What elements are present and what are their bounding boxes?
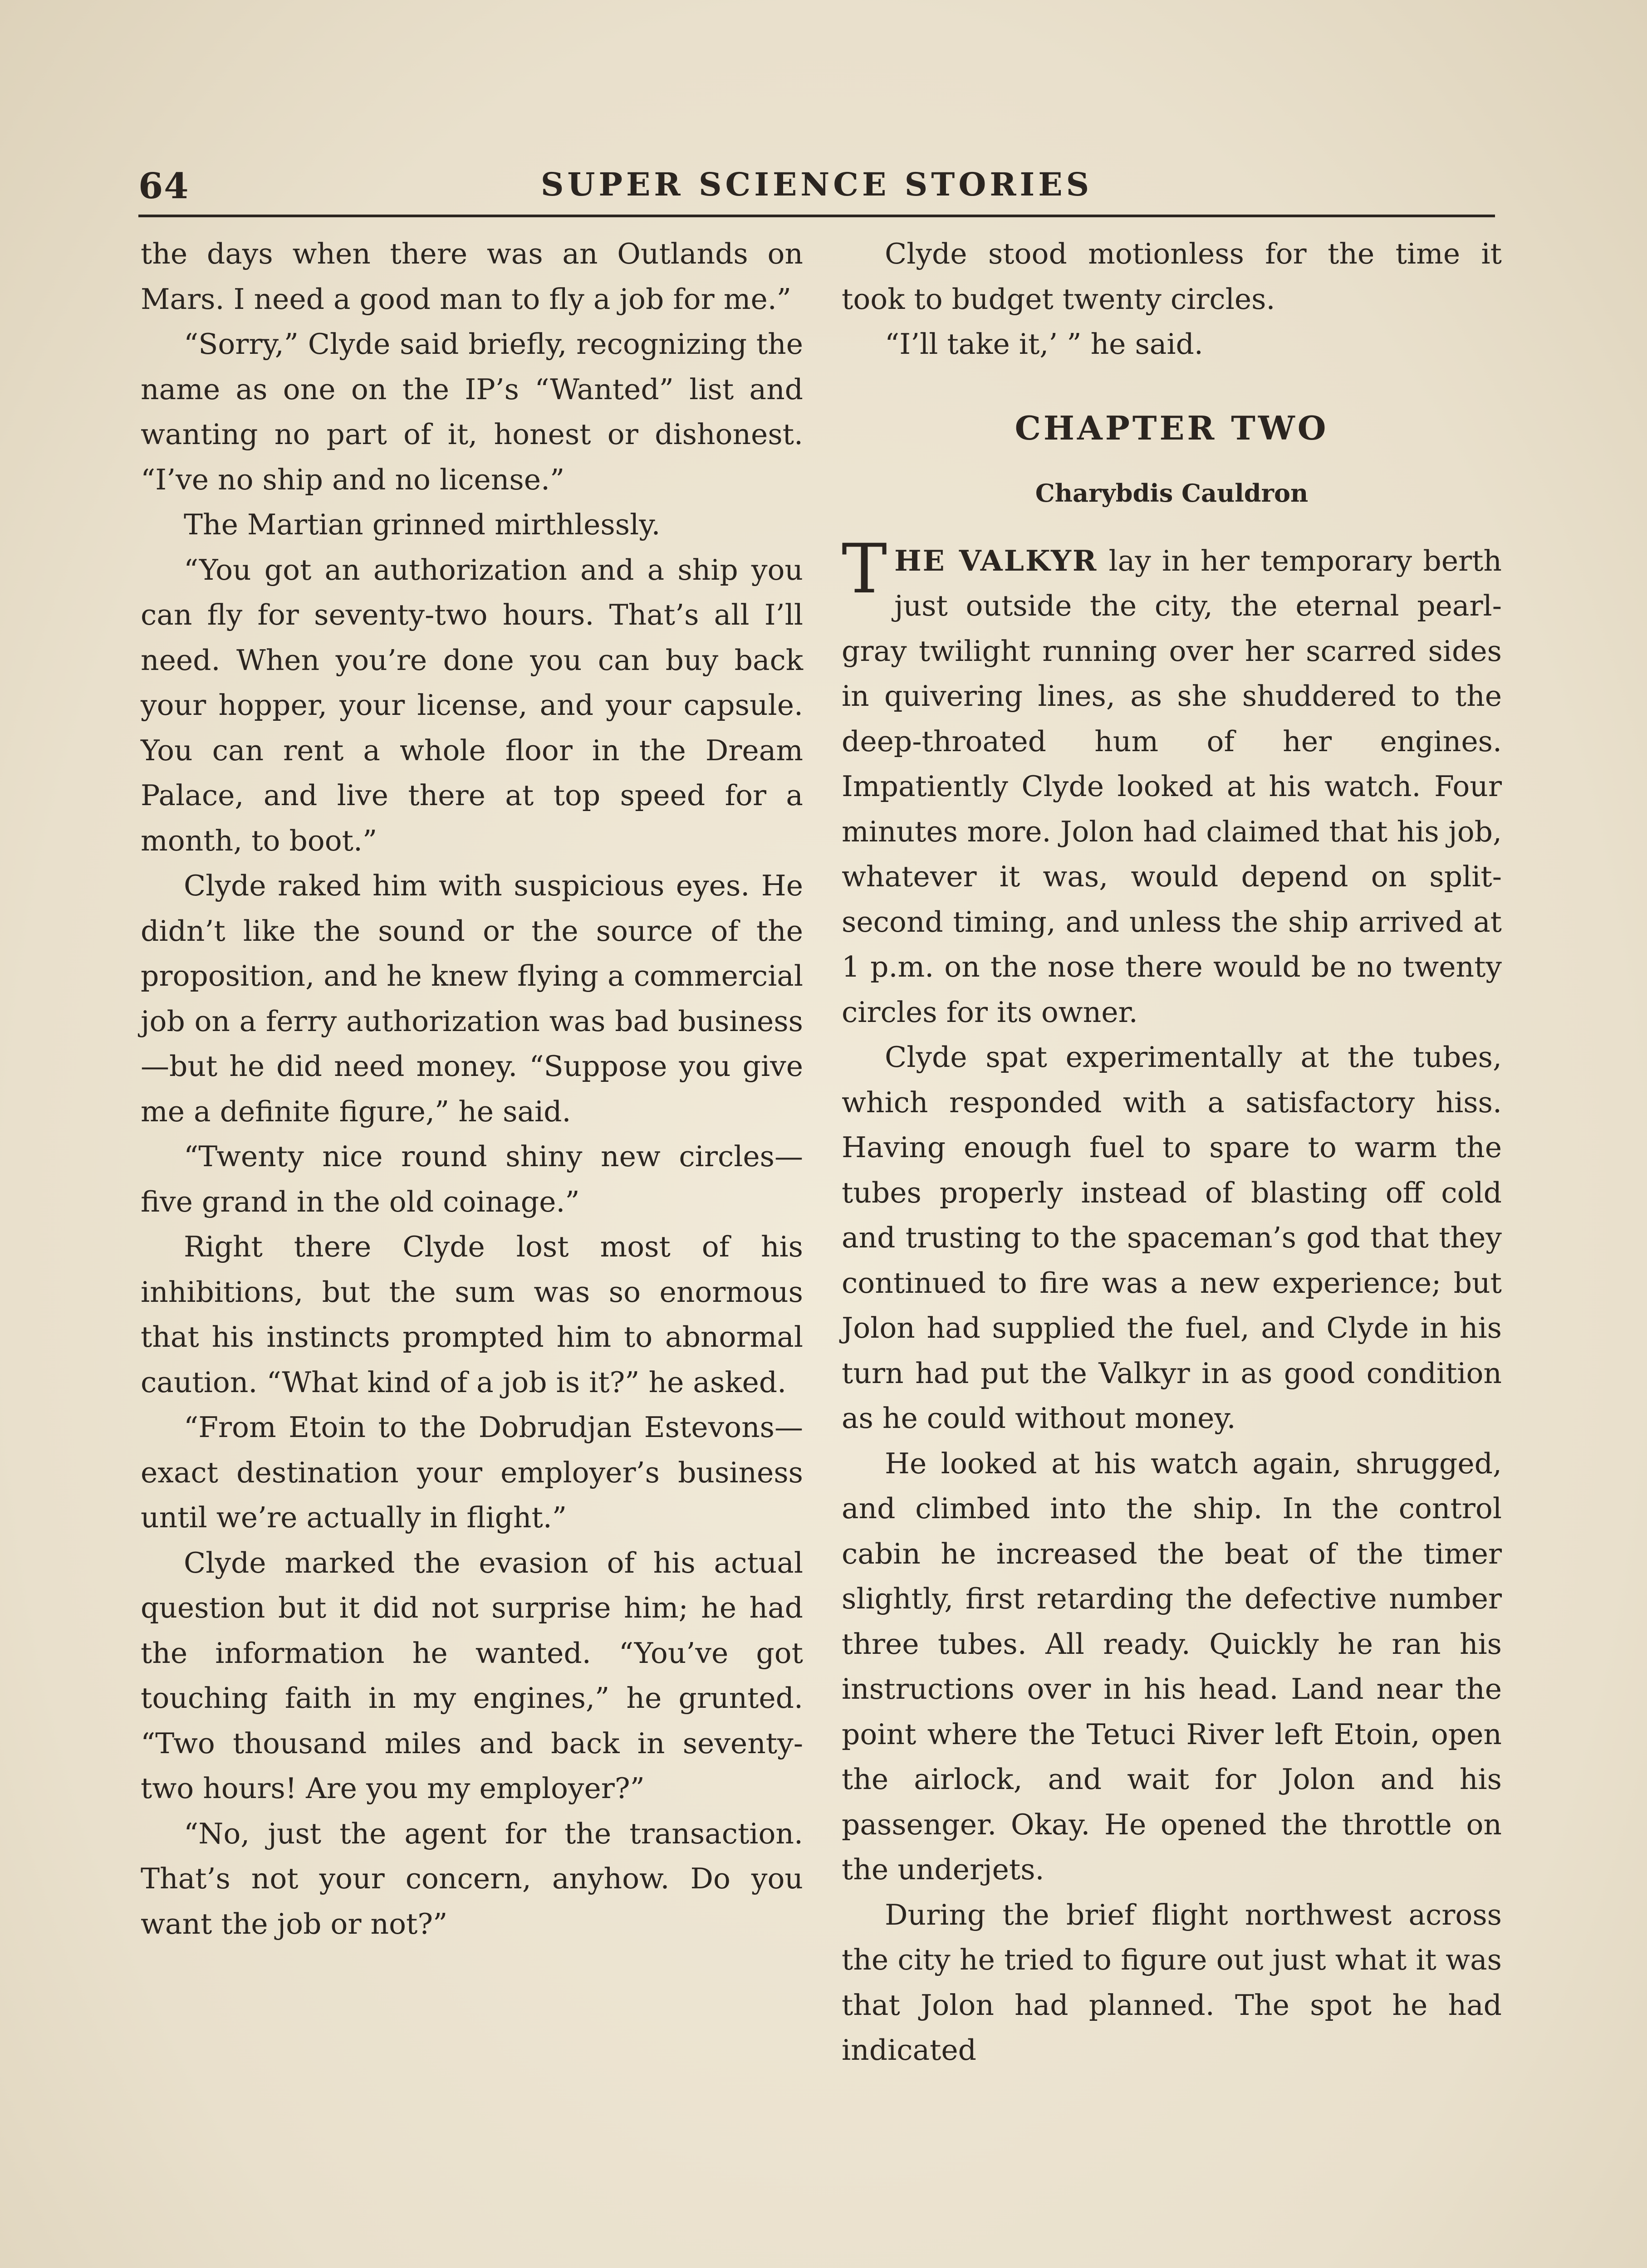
paragraph: Clyde raked him with suspicious eyes. He didn’t like the sound or the source of the proposition, and he knew flying a commercial job on a ferry authorization was bad business—but he did need money. “Suppose you give me a definite figure,” he said. bbox=[141, 869, 803, 1128]
page-number: 64 bbox=[138, 166, 190, 207]
paragraph: The Martian grinned mirthlessly. bbox=[184, 508, 661, 541]
paragraph: Clyde spat experimentally at the tubes, which responded with a satisfactory hiss. Having enough fuel to spare to warm the tubes properly instead of blasting off cold and trusting to the spaceman’s god that they continued to fire was a new experience; but Jolon had supplied the fuel, and Clyde in his turn had put the Valkyr in as good condition as he could without money. bbox=[842, 1041, 1502, 1435]
running-title: SUPER SCIENCE STORIES bbox=[540, 166, 1093, 203]
page-header bbox=[138, 161, 1495, 211]
paragraph: “Sorry,” Clyde said briefly, recognizing the name as one on the IP’s “Wanted” list and wanting no part of it, honest or dishonest. “I’ve no ship and no license.” bbox=[141, 327, 803, 496]
paragraph: Clyde stood motionless for the time it took to budget twenty circles. bbox=[842, 237, 1502, 316]
chapter-opening-paragraph bbox=[842, 529, 1502, 1035]
paragraph: Right there Clyde lost most of his inhibitions, but the sum was so enormous that his instincts prompted him to abnormal caution. “What kind of a job is it?” he asked. bbox=[141, 1230, 803, 1399]
paragraph: During the brief flight northwest across the city he tried to figure out just what it was that Jolon had planned. The spot he had indicated bbox=[842, 1898, 1502, 2067]
paragraph: “No, just the agent for the transaction. That’s not your concern, anyhow. Do you want the job or not?” bbox=[141, 1817, 803, 1941]
chapter-title: CHAPTER TWO bbox=[1015, 408, 1329, 447]
paragraph: the days when there was an Outlands on Mars. I need a good man to fly a job for me.” bbox=[141, 237, 803, 316]
left-column bbox=[141, 231, 803, 1946]
paragraph: Clyde marked the evasion of his actual question but it did not surprise him; he had the information he wanted. “You’ve got touching faith in my engines,” he grunted. “Two thousand miles and back in seventy-two hours! Are you my employer?” bbox=[141, 1546, 803, 1805]
chapter-subtitle: Charybdis Cauldron bbox=[1035, 478, 1309, 508]
paragraph: “I’ll take it,’ ” he said. bbox=[885, 327, 1203, 361]
paragraph: “From Etoin to the Dobrudjan Estevons—exact destination your employer’s business until we’re actually in flight.” bbox=[141, 1411, 803, 1534]
opening-text: lay in her temporary berth just outside the city, the eternal pearl-gray twilight running over her scarred sides in quivering lines, as she shuddered to the deep-throated hum of her engines. Impatiently Clyde looked at his watch. Four minutes more. Jolon had claimed that his job, whatever it was, would depend on split-second timing, and unless the ship arrived at 1 p.m. on the nose there would be no twenty circles for its owner. bbox=[842, 544, 1502, 1029]
drop-cap: T bbox=[842, 529, 887, 609]
paragraph: “You got an authorization and a ship you can fly for seventy-two hours. That’s all I’ll need. When you’re done you can buy back your hopper, your license, and your capsule. You can rent a whole floor in the Dream Palace, and live there at top speed for a month, to boot.” bbox=[141, 553, 803, 857]
right-column bbox=[842, 231, 1502, 2073]
opening-smallcaps: HE VALKYR bbox=[894, 543, 1098, 577]
header-rule bbox=[138, 215, 1495, 217]
paragraph: He looked at his watch again, shrugged, and climbed into the ship. In the control cabin he increased the beat of the timer slightly, first retarding the defective number three tubes. All ready. Quickly he ran his instructions over in his head. Land near the point where the Tetuci River left Etoin, open the airlock, and wait for Jolon and his passenger. Okay. He opened the throttle on the underjets. bbox=[842, 1447, 1502, 1886]
paragraph: “Twenty nice round shiny new circles—five grand in the old coinage.” bbox=[141, 1140, 803, 1218]
